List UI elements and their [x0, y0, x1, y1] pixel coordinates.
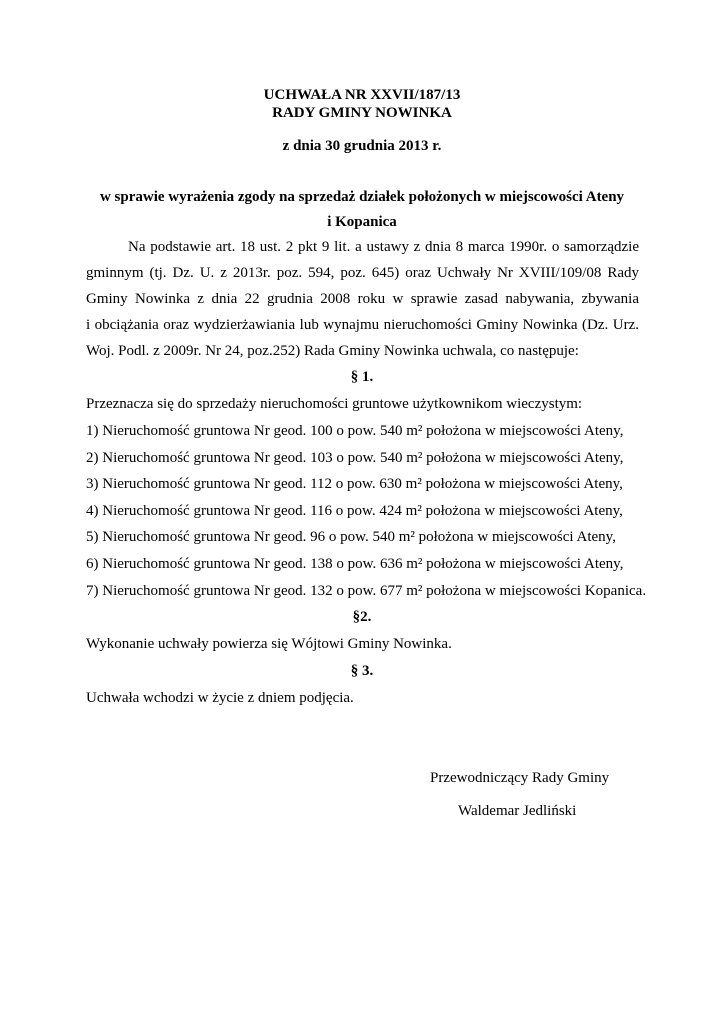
preamble-line: i obciążania oraz wydzierżawiania lub wynajmu nieruchomości Gminy Nowinka (Dz. Urz.	[86, 317, 639, 333]
title-line-1: UCHWAŁA NR XXVII/187/13	[263, 87, 461, 103]
property-item: 2) Nieruchomość gruntowa Nr geod. 103 o pow. 540 m² położona w miejscowości Ateny,	[86, 450, 624, 466]
title-line-2: RADY GMINY NOWINKA	[272, 105, 452, 121]
section-3-heading: § 3.	[350, 663, 374, 679]
property-item: 6) Nieruchomość gruntowa Nr geod. 138 o pow. 636 m² położona w miejscowości Ateny,	[86, 556, 624, 572]
preamble-line: Gminy Nowinka z dnia 22 grudnia 2008 roku w sprawie zasad nabywania, zbywania	[86, 291, 639, 307]
section-1-heading: § 1.	[350, 369, 374, 385]
signature-role: Przewodniczący Rady Gminy	[430, 770, 610, 786]
subject-line-1: w sprawie wyrażenia zgody na sprzedaż działek położonych w miejscowości Ateny	[99, 189, 625, 205]
property-item: 3) Nieruchomość gruntowa Nr geod. 112 o pow. 630 m² położona w miejscowości Ateny,	[86, 476, 623, 492]
section-2-text: Wykonanie uchwały powierza się Wójtowi Gminy Nowinka.	[86, 636, 452, 652]
property-item: 7) Nieruchomość gruntowa Nr geod. 132 o pow. 677 m² położona w miejscowości Kopanica.	[86, 583, 647, 599]
subject-line-2: i Kopanica	[327, 214, 397, 230]
section-2-heading: §2.	[352, 609, 372, 625]
resolution-date: z dnia 30 grudnia 2013 r.	[282, 138, 442, 154]
property-item: 4) Nieruchomość gruntowa Nr geod. 116 o pow. 424 m² położona w miejscowości Ateny,	[86, 503, 623, 519]
section-3-text: Uchwała wchodzi w życie z dniem podjęcia.	[86, 690, 354, 706]
preamble-line: Woj. Podl. z 2009r. Nr 24, poz.252) Rada Gminy Nowinka uchwala, co następuje:	[86, 343, 579, 359]
signature-name: Waldemar Jedliński	[458, 803, 577, 819]
preamble-line: gminnym (tj. Dz. U. z 2013r. poz. 594, poz. 645) oraz Uchwały Nr XVIII/109/08 Rady	[86, 265, 639, 281]
property-item: 1) Nieruchomość gruntowa Nr geod. 100 o pow. 540 m² położona w miejscowości Ateny,	[86, 423, 624, 439]
section-1-intro: Przeznacza się do sprzedaży nieruchomości gruntowe użytkownikom wieczystym:	[86, 396, 583, 412]
property-item: 5) Nieruchomość gruntowa Nr geod. 96 o pow. 540 m² położona w miejscowości Ateny,	[86, 529, 616, 545]
preamble-line: Na podstawie art. 18 ust. 2 pkt 9 lit. a ustawy z dnia 8 marca 1990r. o samorządzie	[128, 239, 639, 255]
